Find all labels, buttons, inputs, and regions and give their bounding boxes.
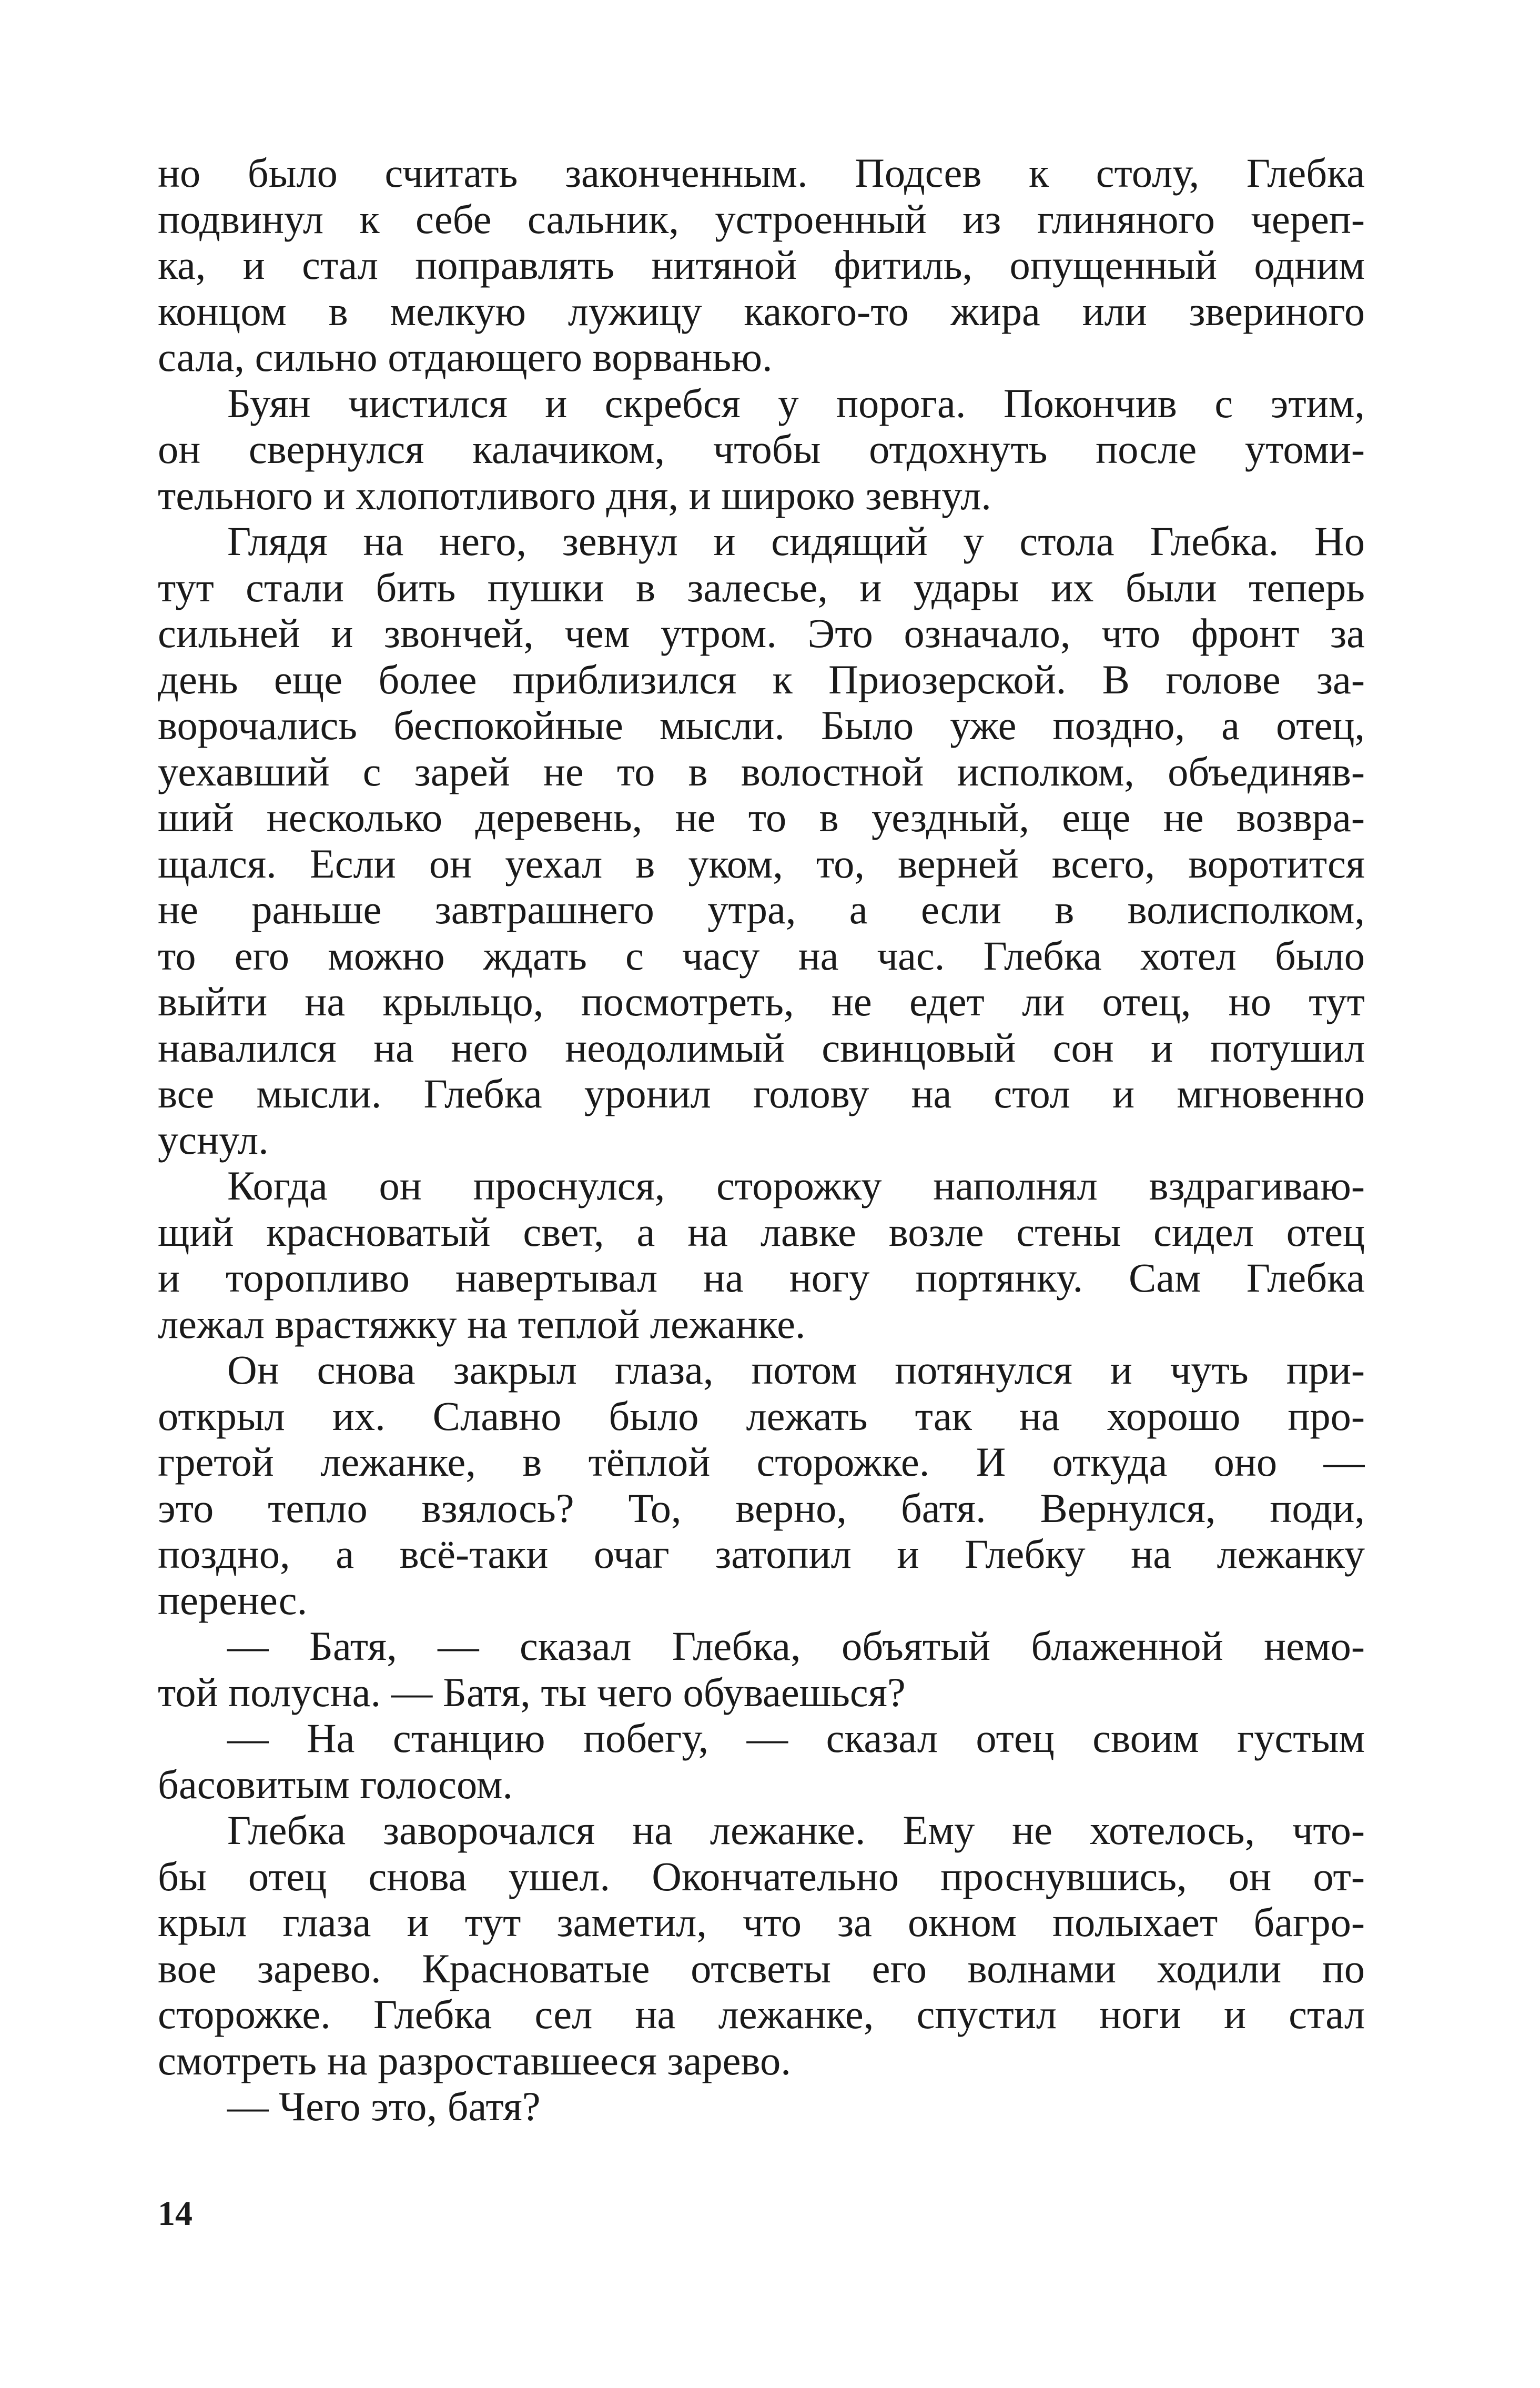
text-line: басовитым голосом.	[158, 1761, 513, 1807]
text-line: Глебка заворочался на лежанке. Ему не хотелось, что-	[227, 1807, 1365, 1853]
text-line: Когда он проснулся, сторожку наполнял вздрагиваю-	[227, 1163, 1365, 1208]
text-line: но было считать законченным. Подсев к столу, Глебка	[158, 150, 1365, 196]
text-line: не раньше завтрашнего утра, а если в волисполком,	[158, 886, 1365, 932]
text-line: щий красноватый свет, а на лавке возле стены сидел отец	[158, 1208, 1365, 1255]
text-line: сильней и звончей, чем утром. Это означало, что фронт за	[158, 610, 1365, 656]
text-line: ворочались беспокойные мысли. Было уже поздно, а отец,	[158, 702, 1365, 748]
text-line: все мысли. Глебка уронил голову на стол и мгновенно	[158, 1071, 1365, 1116]
text-line: сала, сильно отдающего ворванью.	[158, 334, 773, 380]
text-line: бы отец снова ушел. Окончательно проснувшись, он от-	[158, 1853, 1365, 1899]
text-line: — На станцию побегу, — сказал отец своим густым	[227, 1715, 1365, 1761]
text-line: смотреть на разроставшееся зарево.	[158, 2037, 791, 2083]
text-line: лежал врастяжку на теплой лежанке.	[158, 1301, 806, 1347]
text-line: ка, и стал поправлять нитяной фитиль, опущенный одним	[158, 242, 1365, 288]
text-line: тельного и хлопотливого дня, и широко зевнул.	[158, 472, 991, 518]
text-line: Он снова закрыл глаза, потом потянулся и чуть при-	[227, 1347, 1365, 1393]
text-line: перенес.	[158, 1577, 308, 1623]
text-line: он свернулся калачиком, чтобы отдохнуть после утоми-	[158, 426, 1365, 472]
text-line: — Чего это, батя?	[227, 2083, 541, 2129]
text-line: выйти на крыльцо, посмотреть, не едет ли отец, но тут	[158, 979, 1365, 1024]
text-line: уснул.	[158, 1116, 269, 1163]
text-line: уехавший с зарей не то в волостной исполком, объединяв-	[158, 748, 1365, 794]
text-line: той полусна. — Батя, ты чего обуваешься?	[158, 1669, 906, 1715]
text-line: ший несколько деревень, не то в уездный, еще не возвра-	[158, 794, 1365, 840]
text-line: щался. Если он уехал в уком, то, верней всего, воротится	[158, 840, 1365, 886]
text-line: тут стали бить пушки в залесье, и удары их были теперь	[158, 564, 1365, 610]
text-line: подвинул к себе сальник, устроенный из глиняного череп-	[158, 196, 1365, 242]
text-line: и торопливо навертывал на ногу портянку. Сам Глебка	[158, 1255, 1365, 1301]
page-number: 14	[158, 2194, 192, 2233]
text-line: Буян чистился и скребся у порога. Покончив с этим,	[227, 380, 1365, 426]
text-line: гретой лежанке, в тёплой сторожке. И откуда оно —	[158, 1439, 1365, 1485]
text-line: поздно, а всё-таки очаг затопил и Глебку на лежанку	[158, 1531, 1365, 1577]
text-line: это тепло взялось? То, верно, батя. Вернулся, поди,	[158, 1485, 1365, 1531]
text-line: день еще более приблизился к Приозерской. В голове за-	[158, 656, 1365, 702]
text-line: Глядя на него, зевнул и сидящий у стола Глебка. Но	[227, 518, 1365, 564]
text-line: — Батя, — сказал Глебка, объятый блаженной немо-	[227, 1623, 1365, 1669]
text-line: то его можно ждать с часу на час. Глебка хотел было	[158, 932, 1365, 979]
text-line: концом в мелкую лужицу какого-то жира или звериного	[158, 288, 1365, 334]
text-line: открыл их. Славно было лежать так на хорошо про-	[158, 1393, 1365, 1439]
text-line: сторожке. Глебка сел на лежанке, спустил ноги и стал	[158, 1991, 1365, 2037]
body-text	[158, 150, 1365, 2130]
text-line: вое зарево. Красноватые отсветы его волнами ходили по	[158, 1945, 1365, 1991]
text-line: навалился на него неодолимый свинцовый сон и потушил	[158, 1024, 1365, 1071]
text-line: крыл глаза и тут заметил, что за окном полыхает багро-	[158, 1899, 1365, 1945]
